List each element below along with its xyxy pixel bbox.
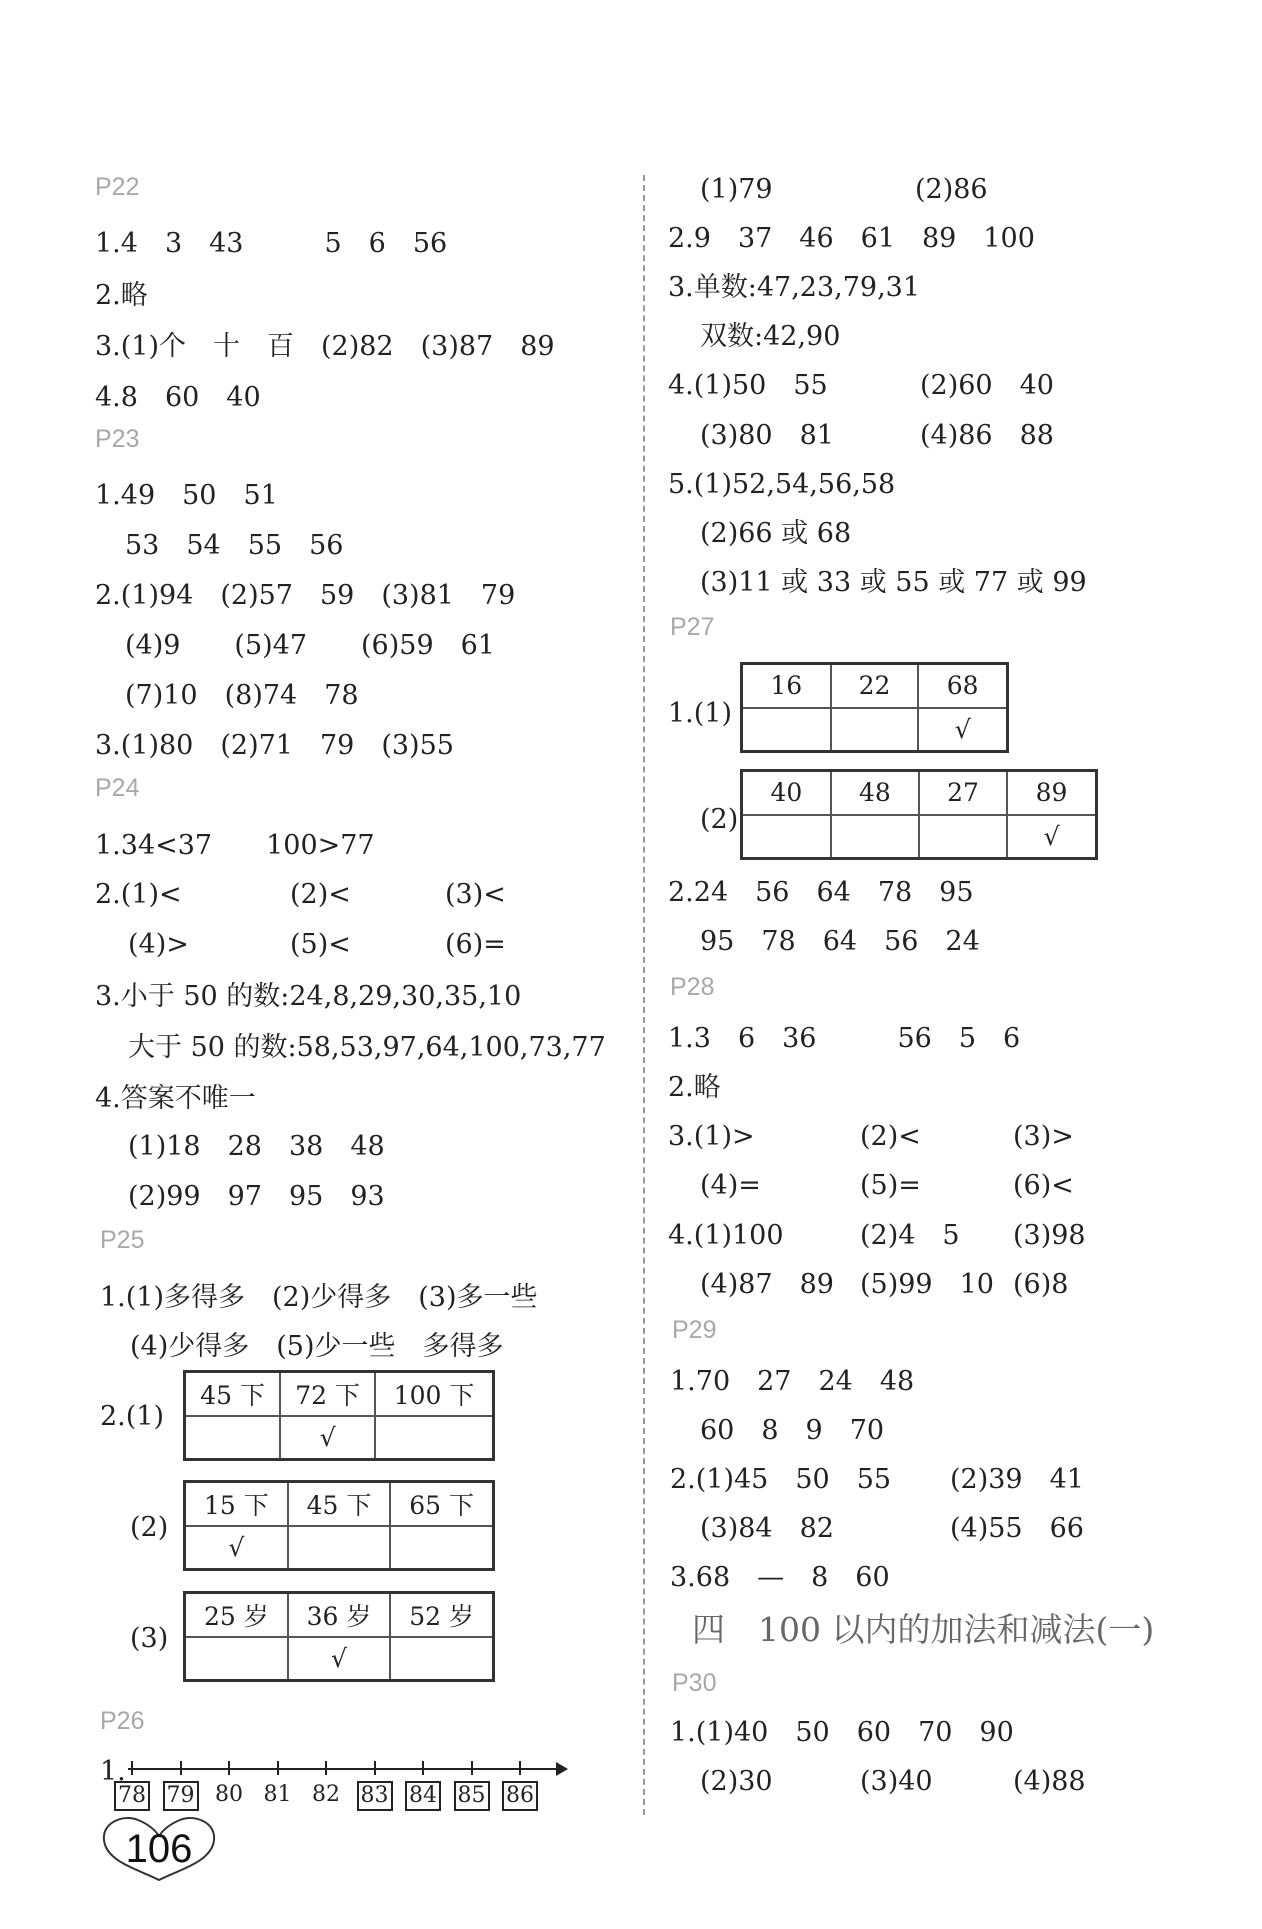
number-line-tick bbox=[228, 1761, 230, 1775]
page-number-badge bbox=[100, 1812, 218, 1884]
table-cell bbox=[185, 1416, 281, 1460]
table-cell: 40 bbox=[742, 771, 831, 815]
table-cell: 100 下 bbox=[375, 1372, 493, 1416]
checkmark-cell: √ bbox=[1007, 815, 1096, 859]
page-number: 106 bbox=[125, 1827, 193, 1871]
arrow-right-icon bbox=[556, 1762, 568, 1776]
p28-line-1: 1.3 6 36 56 5 6 bbox=[668, 1023, 1021, 1054]
p25-table-1 bbox=[183, 1370, 495, 1461]
p24-line-8: (2)99 97 95 93 bbox=[128, 1181, 385, 1212]
section-p25-title: P25 bbox=[100, 1226, 145, 1254]
number-line-label: 81 bbox=[263, 1782, 292, 1807]
table-cell bbox=[919, 815, 1007, 859]
p30-line-2c: (4)88 bbox=[1013, 1766, 1086, 1797]
table-cell: 72 下 bbox=[280, 1372, 375, 1416]
p28-line-5b: (2)4 5 bbox=[860, 1220, 960, 1251]
p24-line-5: 大于 50 的数:58,53,97,64,100,73,77 bbox=[128, 1032, 606, 1063]
table-cell: 22 bbox=[831, 664, 919, 708]
p28-line-4b: (5)= bbox=[860, 1170, 921, 1201]
p22-line-4: 4.8 60 40 bbox=[95, 382, 261, 413]
p24-line-2c: (3)< bbox=[445, 879, 506, 910]
section-p29-title: P29 bbox=[672, 1316, 717, 1344]
p26-line-6: 5.(1)52,54,56,58 bbox=[668, 469, 896, 500]
p30-line-2a: (2)30 bbox=[700, 1766, 773, 1797]
number-line-tick bbox=[180, 1761, 182, 1775]
p29-line-3a: 2.(1)45 50 55 bbox=[670, 1464, 892, 1495]
p26-line-0a: (1)79 bbox=[700, 174, 773, 205]
checkmark-cell: √ bbox=[288, 1637, 390, 1681]
table-cell: 45 下 bbox=[185, 1372, 281, 1416]
section-p26-title: P26 bbox=[100, 1707, 145, 1735]
p23-line-4: (4)9 (5)47 (6)59 61 bbox=[125, 630, 495, 661]
p27-table-1-label: 1.(1) bbox=[668, 698, 733, 729]
p29-line-3b: (2)39 41 bbox=[950, 1464, 1084, 1495]
p26-line-7: (2)66 或 68 bbox=[700, 518, 852, 549]
chapter-title: 四 100 以内的加法和减法(一) bbox=[692, 1610, 1155, 1649]
p26-line-4a: 4.(1)50 55 bbox=[668, 370, 828, 401]
section-p23-title: P23 bbox=[95, 425, 140, 453]
table-cell bbox=[185, 1637, 288, 1681]
table-cell bbox=[831, 708, 919, 752]
p28-line-3b: (2)< bbox=[860, 1121, 921, 1152]
p28-line-3a: 3.(1)> bbox=[668, 1121, 755, 1152]
p27-table-2 bbox=[740, 769, 1098, 860]
number-line-boxed-answer: 84 bbox=[405, 1781, 441, 1811]
p23-line-1: 1.49 50 51 bbox=[95, 480, 278, 511]
number-line-boxed-answer: 78 bbox=[114, 1781, 150, 1811]
p26-line-4b: (2)60 40 bbox=[920, 370, 1054, 401]
p22-line-2: 2.略 bbox=[95, 280, 148, 311]
p24-line-2a: 2.(1)< bbox=[95, 879, 182, 910]
p24-line-3b: (5)< bbox=[290, 929, 351, 960]
number-line-tick bbox=[277, 1761, 279, 1775]
p25-table-3-label: (3) bbox=[130, 1623, 169, 1654]
number-line bbox=[118, 1755, 568, 1815]
number-line-boxed-answer: 86 bbox=[502, 1781, 538, 1811]
p28-line-2: 2.略 bbox=[668, 1072, 721, 1103]
section-p30-title: P30 bbox=[672, 1669, 717, 1697]
table-cell bbox=[390, 1526, 493, 1570]
section-p22-title: P22 bbox=[95, 173, 140, 201]
number-line-tick bbox=[422, 1761, 424, 1775]
checkmark-cell: √ bbox=[185, 1526, 288, 1570]
p29-line-4a: (3)84 82 bbox=[700, 1513, 834, 1544]
p27-line-1: 2.24 56 64 78 95 bbox=[668, 877, 974, 908]
p28-line-4a: (4)= bbox=[700, 1170, 761, 1201]
p25-table-1-label: 2.(1) bbox=[100, 1401, 165, 1432]
number-line-prefix: 1. bbox=[100, 1756, 126, 1787]
p24-line-4: 3.小于 50 的数:24,8,29,30,35,10 bbox=[95, 981, 522, 1012]
p26-line-5a: (3)80 81 bbox=[700, 420, 834, 451]
p26-line-3: 双数:42,90 bbox=[700, 321, 841, 352]
p25-line-2: (4)少得多 (5)少一些 多得多 bbox=[130, 1331, 504, 1362]
table-cell bbox=[288, 1526, 390, 1570]
p29-line-2: 60 8 9 70 bbox=[700, 1415, 885, 1446]
table-cell bbox=[742, 815, 831, 859]
number-line-tick bbox=[131, 1761, 133, 1775]
column-divider bbox=[643, 175, 645, 1815]
table-cell: 16 bbox=[742, 664, 831, 708]
p24-line-3a: (4)> bbox=[128, 929, 189, 960]
number-line-tick bbox=[325, 1761, 327, 1775]
p29-line-1: 1.70 27 24 48 bbox=[670, 1366, 915, 1397]
table-cell bbox=[375, 1416, 493, 1460]
p28-line-6c: (6)8 bbox=[1013, 1269, 1069, 1300]
p29-line-5: 3.68 — 8 60 bbox=[670, 1562, 890, 1593]
p25-table-3 bbox=[183, 1591, 495, 1682]
number-line-label: 80 bbox=[215, 1782, 243, 1807]
section-p28-title: P28 bbox=[670, 973, 715, 1001]
table-cell: 25 岁 bbox=[185, 1593, 288, 1637]
p22-line-3: 3.(1)个 十 百 (2)82 (3)87 89 bbox=[95, 331, 555, 362]
p25-line-1: 1.(1)多得多 (2)少得多 (3)多一些 bbox=[100, 1282, 538, 1313]
number-line-tick bbox=[471, 1761, 473, 1775]
number-line-tick bbox=[519, 1761, 521, 1775]
section-p27-title: P27 bbox=[670, 613, 715, 641]
p23-line-6: 3.(1)80 (2)71 79 (3)55 bbox=[95, 730, 454, 761]
p26-line-8: (3)11 或 33 或 55 或 77 或 99 bbox=[700, 567, 1087, 598]
table-cell: 52 岁 bbox=[390, 1593, 493, 1637]
p24-line-6: 4.答案不唯一 bbox=[95, 1083, 256, 1114]
number-line-label: 82 bbox=[312, 1782, 340, 1807]
number-line-boxed-answer: 79 bbox=[163, 1781, 199, 1811]
p28-line-4c: (6)< bbox=[1013, 1170, 1074, 1201]
p28-line-6b: (5)99 10 bbox=[860, 1269, 994, 1300]
p24-line-2b: (2)< bbox=[290, 879, 351, 910]
number-line-axis bbox=[128, 1768, 558, 1770]
section-p24-title: P24 bbox=[95, 774, 140, 802]
p24-line-1: 1.34<37 100>77 bbox=[95, 830, 375, 861]
table-cell: 48 bbox=[831, 771, 919, 815]
p23-line-3: 2.(1)94 (2)57 59 (3)81 79 bbox=[95, 580, 516, 611]
p24-line-7: (1)18 28 38 48 bbox=[128, 1131, 385, 1162]
p26-line-0b: (2)86 bbox=[915, 174, 988, 205]
table-cell bbox=[390, 1637, 493, 1681]
p28-line-5a: 4.(1)100 bbox=[668, 1220, 784, 1251]
checkmark-cell: √ bbox=[918, 708, 1007, 752]
p27-line-2: 95 78 64 56 24 bbox=[700, 926, 980, 957]
p28-line-3c: (3)> bbox=[1013, 1121, 1074, 1152]
table-cell: 68 bbox=[918, 664, 1007, 708]
p25-table-2 bbox=[183, 1480, 495, 1571]
number-line-tick bbox=[374, 1761, 376, 1775]
p30-line-2b: (3)40 bbox=[860, 1766, 933, 1797]
p22-line-1: 1.4 3 43 5 6 56 bbox=[95, 228, 448, 259]
p23-line-2: 53 54 55 56 bbox=[125, 530, 344, 561]
p25-table-2-label: (2) bbox=[130, 1512, 169, 1543]
table-cell: 45 下 bbox=[288, 1482, 390, 1526]
p28-line-5c: (3)98 bbox=[1013, 1220, 1086, 1251]
p27-table-2-label: (2) bbox=[700, 804, 739, 835]
p26-line-5b: (4)86 88 bbox=[920, 420, 1054, 451]
p29-line-4b: (4)55 66 bbox=[950, 1513, 1084, 1544]
p26-line-2: 3.单数:47,23,79,31 bbox=[668, 272, 921, 303]
p28-line-6a: (4)87 89 bbox=[700, 1269, 834, 1300]
table-cell: 65 下 bbox=[390, 1482, 493, 1526]
number-line-boxed-answer: 83 bbox=[357, 1781, 393, 1811]
p30-line-1: 1.(1)40 50 60 70 90 bbox=[670, 1717, 1014, 1748]
table-cell bbox=[742, 708, 831, 752]
p26-line-1: 2.9 37 46 61 89 100 bbox=[668, 223, 1035, 254]
p27-table-1 bbox=[740, 662, 1009, 753]
table-cell bbox=[831, 815, 919, 859]
table-cell: 15 下 bbox=[185, 1482, 288, 1526]
table-cell: 36 岁 bbox=[288, 1593, 390, 1637]
table-cell: 27 bbox=[919, 771, 1007, 815]
p24-line-3c: (6)= bbox=[445, 929, 506, 960]
p23-line-5: (7)10 (8)74 78 bbox=[125, 680, 359, 711]
checkmark-cell: √ bbox=[280, 1416, 375, 1460]
table-cell: 89 bbox=[1007, 771, 1096, 815]
number-line-boxed-answer: 85 bbox=[454, 1781, 490, 1811]
